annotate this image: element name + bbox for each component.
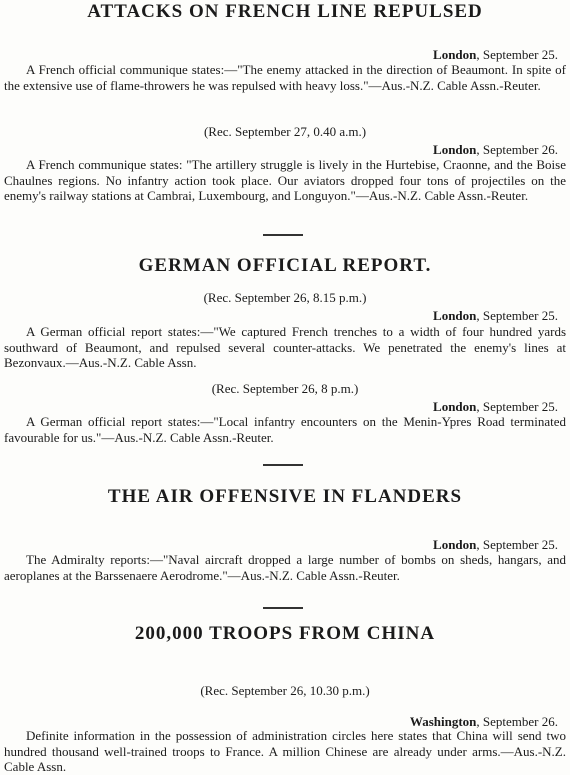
dateline: London, September 26. [433,142,558,157]
dateline-city: London [433,399,477,414]
dateline-city: London [433,47,477,62]
dispatch-text: A German official report states:—"Local infantry encounters on the Menin-Ypres Road terminated favourable for us."—Aus.-N.Z. Cable Assn.-Reuter. [4,414,566,445]
headline-troops-from-china: 200,000 TROOPS FROM CHINA [134,623,436,644]
dateline-date: September 26. [482,714,558,729]
dateline: London, September 25. [433,399,558,414]
dispatch-text: Definite information in the possession of administration circles here states that China will send two hundred thousand well-trained troops to France. A million Chinese are already under arms.—Aus.-N.Z. Cable Assn. [4,728,566,774]
received-line: (Rec. September 27, 0.40 a.m.) [203,124,367,139]
dateline-date: September 25. [482,47,558,62]
dateline-city: London [433,537,477,552]
dateline-city: Washington [409,714,477,729]
dispatch-text: The Admiralty reports:—"Naval aircraft dropped a large number of bombs on sheds, hangars, and aeroplanes at the Barssenaere Aerodrome."—Aus.-N.Z. Cable Assn.-Reuter. [4,552,566,583]
dateline-date: September 25. [482,537,558,552]
received-line: (Rec. September 26, 8.15 p.m.) [203,290,367,305]
headline-attacks-french-line: ATTACKS ON FRENCH LINE REPULSED [87,1,483,22]
dispatch-text: A German official report states:—"We captured French trenches to a width of four hundred yards southward of Beaumont, and repulsed several counter-attacks. We penetrated the enemy's lines at Bezonvaux.—Aus.-N.Z. Cable Assn. [4,324,566,370]
dateline: Washington, September 26. [409,714,558,729]
section-divider [263,464,303,466]
dateline-city: London [433,142,477,157]
dateline-date: September 25. [482,399,558,414]
dispatch-text: A French communique states: "The artillery struggle is lively in the Hurtebise, Craonne, and the Boise Chaulnes regions. No infantry action took place. Our aviators dropped four tons of projectiles on the enemy's railway stations at Cambrai, Luxembourg, and Longuyon."—Aus.-N.Z. Cable Assn.-Reuter. [4,157,566,203]
headline-air-offensive: THE AIR OFFENSIVE IN FLANDERS [107,486,463,507]
section-divider [263,607,303,609]
section-divider [263,234,303,236]
received-line: (Rec. September 26, 8 p.m.) [211,381,359,396]
dateline-date: September 25. [482,308,558,323]
dateline: London, September 25. [433,47,558,62]
dateline-city: London [433,308,477,323]
dateline: London, September 25. [433,308,558,323]
dateline-date: September 26. [482,142,558,157]
dateline: London, September 25. [433,537,558,552]
headline-german-official-report: GERMAN OFFICIAL REPORT. [138,255,432,276]
dispatch-text: A French official communique states:—"The enemy attacked in the direction of Beaumont. In spite of the extensive use of flame-throwers he was repulsed with heavy loss."—Aus.-N.Z. Cable Assn.-Reuter. [4,62,566,93]
received-line: (Rec. September 26, 10.30 p.m.) [200,683,370,698]
